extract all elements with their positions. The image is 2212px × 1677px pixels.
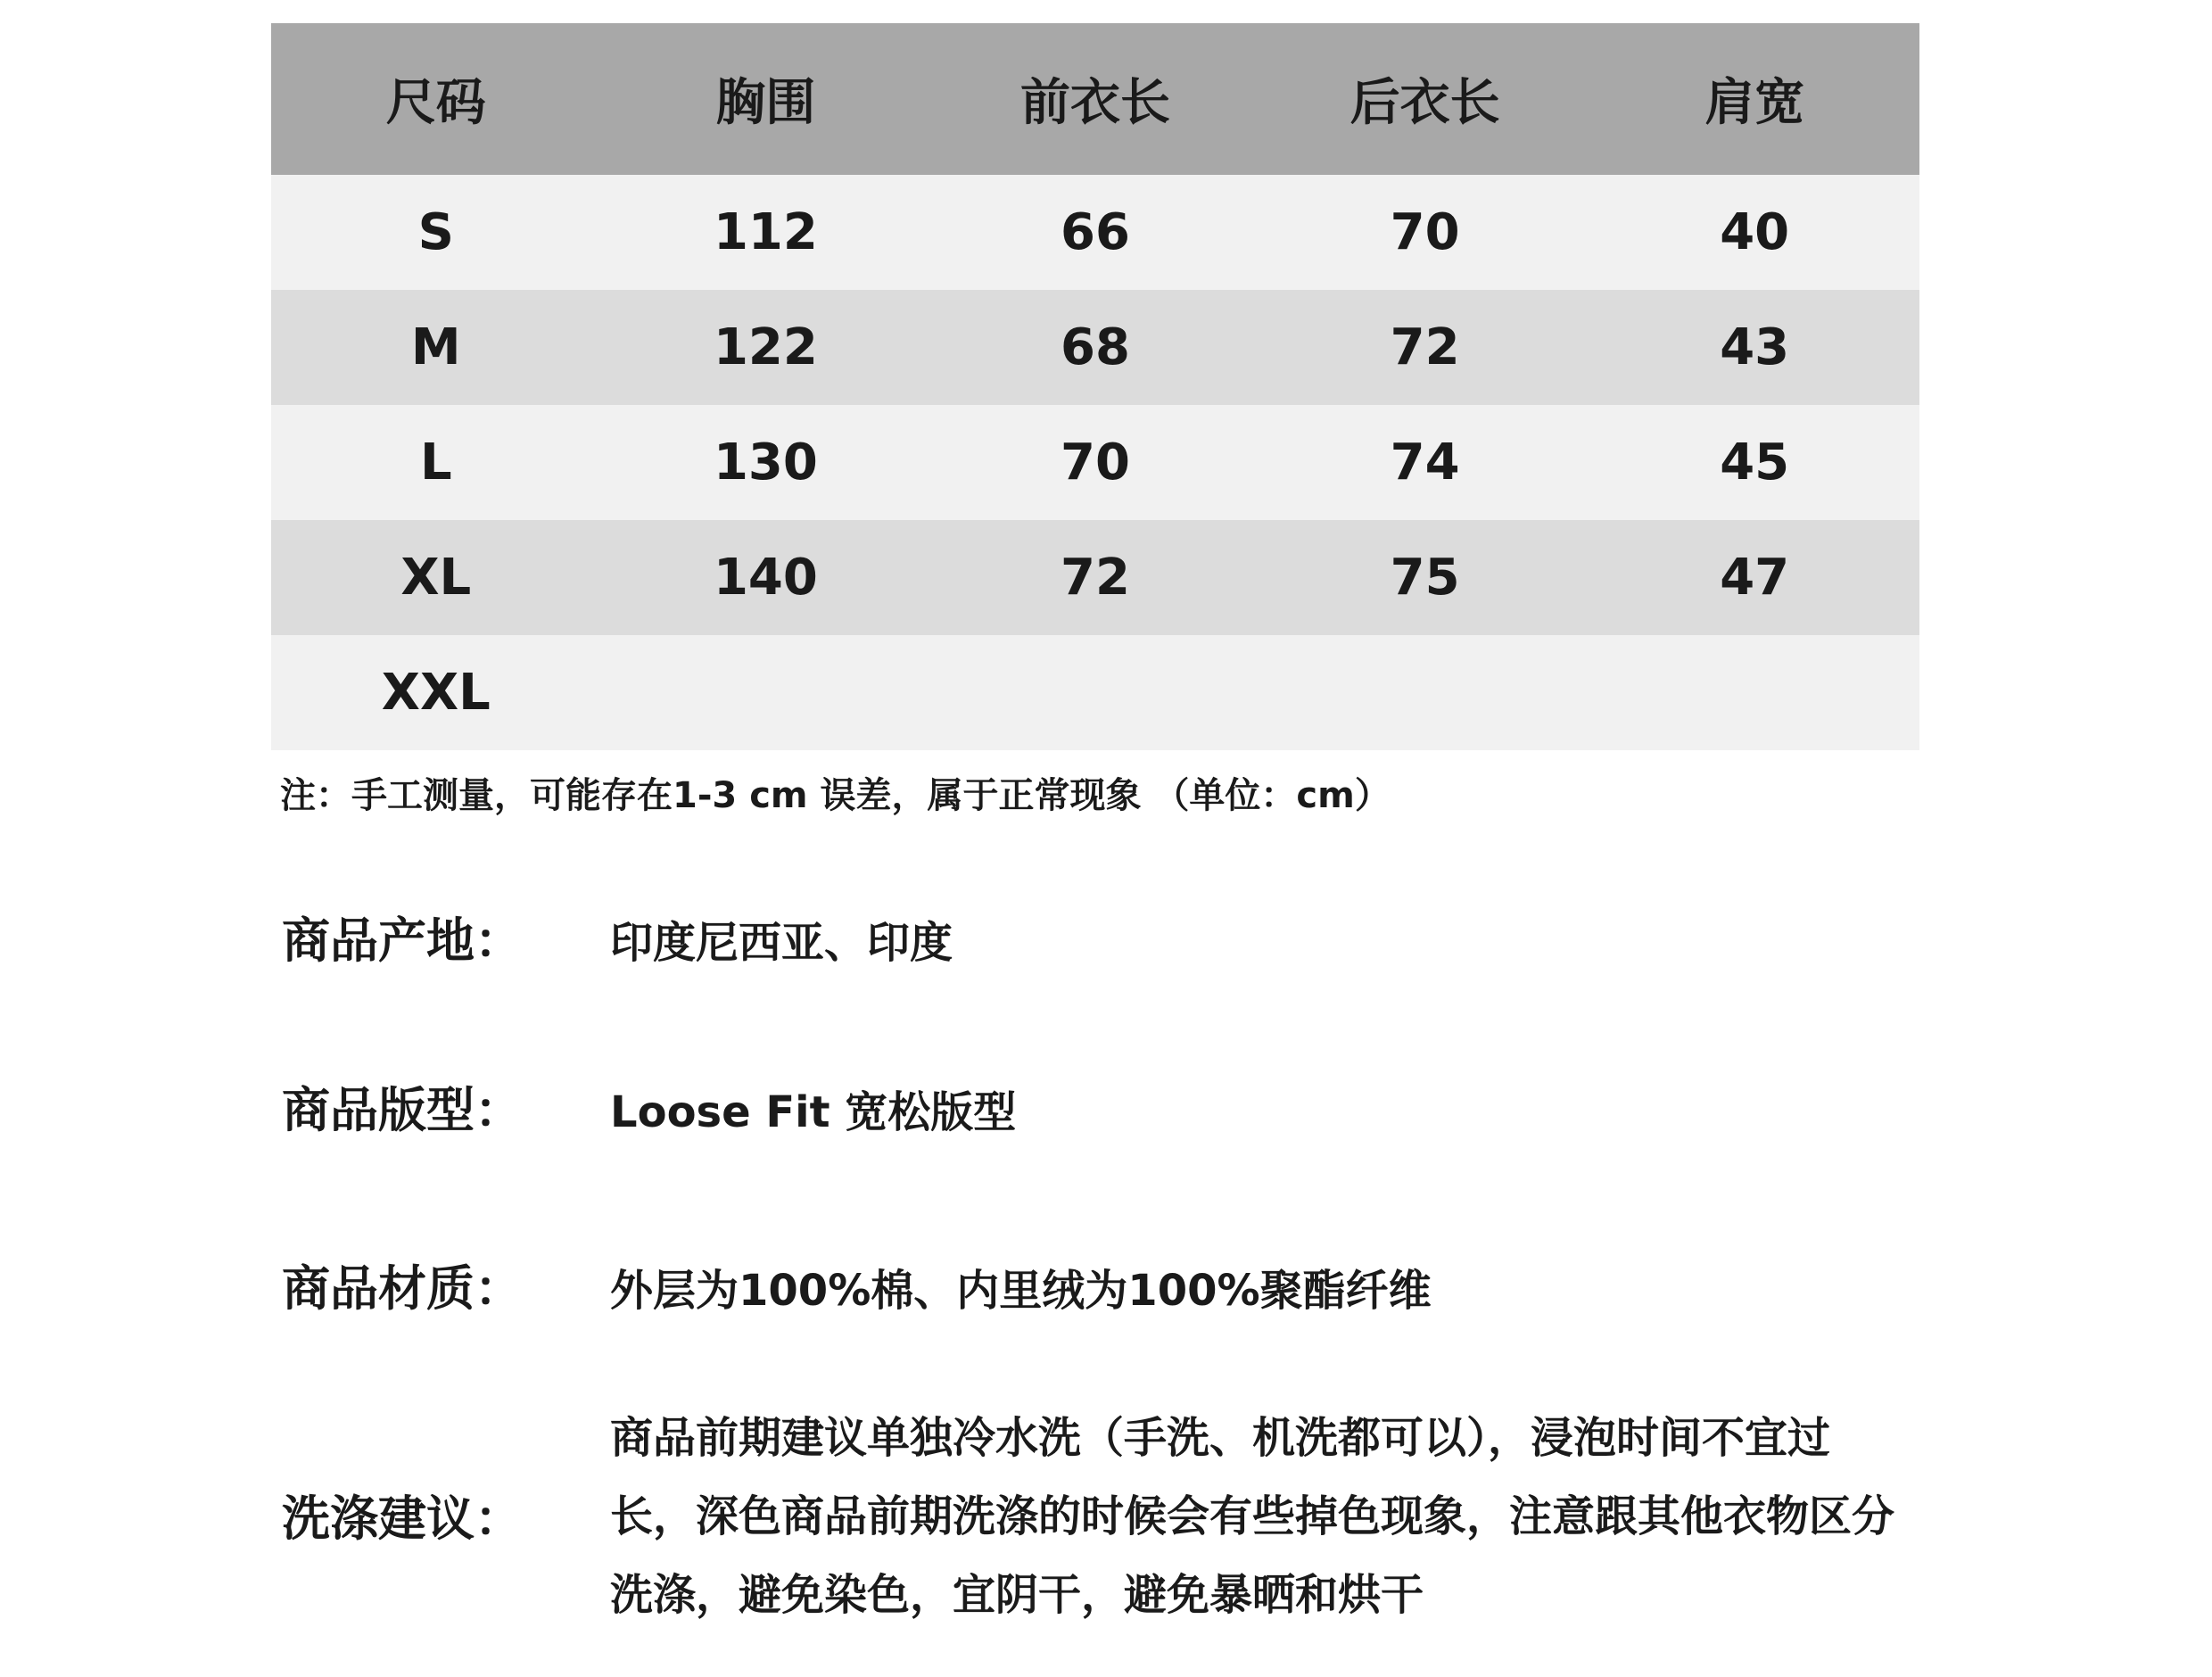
table-row — [271, 520, 1919, 635]
size-table-header-row — [271, 23, 1919, 175]
table-row — [271, 175, 1919, 290]
material-value: 外层为100%棉、内里绒为100%聚酯纤维 — [610, 1266, 1432, 1316]
fit-value: Loose Fit 宽松版型 — [610, 1087, 1017, 1137]
table-cell: 75 — [1390, 549, 1460, 607]
fit-label: 商品版型： — [282, 1082, 523, 1138]
table-cell — [930, 635, 1260, 750]
table-cell: 74 — [1390, 434, 1460, 492]
material-label: 商品材质： — [282, 1260, 523, 1317]
table-row — [271, 635, 1919, 750]
washing-label: 洗涤建议： — [282, 1491, 523, 1547]
table-cell: S — [417, 203, 454, 261]
table-cell: 45 — [1720, 434, 1790, 492]
origin-value: 印度尼西亚、印度 — [610, 918, 953, 968]
table-cell: 112 — [713, 203, 818, 261]
table-cell: XL — [400, 549, 472, 607]
table-cell — [601, 635, 931, 750]
table-cell: 122 — [713, 318, 818, 376]
table-cell: XXL — [381, 664, 491, 722]
table-row — [271, 290, 1919, 405]
origin-label: 商品产地： — [282, 913, 523, 969]
header-front-length: 前衣长 — [1019, 74, 1170, 132]
table-cell — [1260, 635, 1590, 750]
table-cell: 130 — [713, 434, 818, 492]
table-cell: 140 — [713, 549, 818, 607]
table-cell: 43 — [1720, 318, 1790, 376]
measurement-note: 注：手工测量，可能存在1-3 cm 误差，属于正常现象 （单位：cm） — [280, 775, 1391, 816]
table-cell: 70 — [1390, 203, 1460, 261]
table-cell: 68 — [1061, 318, 1130, 376]
table-cell: L — [419, 434, 452, 492]
table-cell: 47 — [1720, 549, 1790, 607]
table-cell: M — [410, 318, 461, 376]
header-size: 尺码 — [385, 74, 486, 132]
table-cell: 72 — [1390, 318, 1460, 376]
header-chest: 胸围 — [715, 74, 816, 132]
table-cell: 70 — [1061, 434, 1130, 492]
table-row — [271, 405, 1919, 520]
washing-value: 商品前期建议单独冷水洗（手洗、机洗都可以），浸泡时间不宜过长，深色商品前期洗涤的时候会有些掉色现象，注意跟其他衣物区分洗涤，避免染色，宜阴干，避免暴晒和烘干 — [610, 1413, 1895, 1620]
size-chart-table — [271, 23, 1919, 750]
table-cell: 72 — [1061, 549, 1130, 607]
header-shoulder: 肩宽 — [1704, 74, 1805, 132]
table-cell: 66 — [1061, 203, 1130, 261]
table-cell: 40 — [1720, 203, 1790, 261]
table-cell — [1589, 635, 1919, 750]
header-back-length: 后衣长 — [1349, 74, 1500, 132]
